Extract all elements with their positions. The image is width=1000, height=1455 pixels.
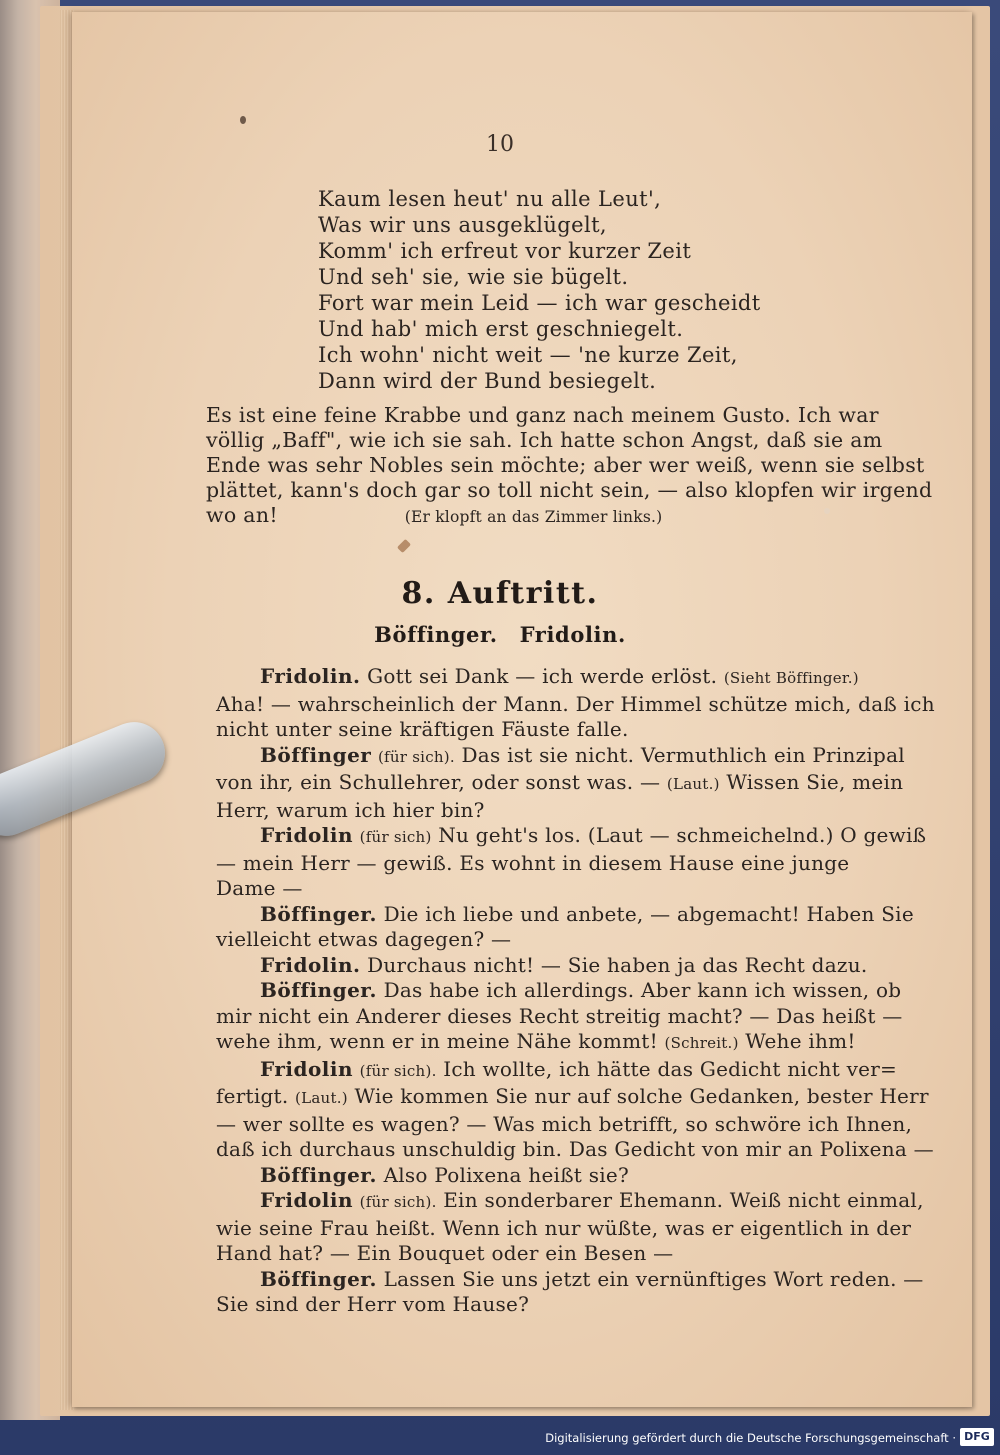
spoken-text: Herr, warum ich hier bin? xyxy=(216,797,485,822)
dialogue-line xyxy=(216,664,906,692)
character-name: Böffinger. xyxy=(374,622,498,647)
page-number: 10 xyxy=(486,132,514,157)
poem-line: Was wir uns ausgeklügelt, xyxy=(318,213,607,237)
speaker-name: Böffinger. xyxy=(260,1162,377,1187)
character-list xyxy=(0,622,1000,647)
prose-line: Ende was sehr Nobles sein möchte; aber wer weiß, wenn sie selbst xyxy=(206,453,925,477)
prose-last-line xyxy=(206,503,906,530)
dialogue-line xyxy=(216,876,906,902)
speaker-name: Böffinger. xyxy=(260,978,377,1002)
prose-line: völlig „Baff", wie ich sie sah. Ich hatte schon Angst, daß sie am xyxy=(206,428,883,452)
stage-direction: (Laut.) xyxy=(295,1089,348,1107)
dialogue-line xyxy=(216,1266,924,1293)
dialogue-line xyxy=(216,953,906,979)
funding-credit: Digitalisierung gefördert durch die Deutsche Forschungsgemeinschaft · xyxy=(545,1431,956,1445)
speaker-name: Böffinger. xyxy=(260,1266,377,1291)
stage-direction: (Schreit.) xyxy=(664,1034,739,1052)
dialogue-line xyxy=(216,1215,912,1242)
speaker-name: Böffinger. xyxy=(260,901,377,926)
stage-direction: (für sich). xyxy=(359,1193,437,1211)
dialogue-line xyxy=(216,978,906,1004)
dialogue-line xyxy=(216,1292,906,1318)
dialogue-line xyxy=(216,1029,906,1057)
monologue-paragraph xyxy=(206,403,933,530)
dialogue-line xyxy=(216,1137,934,1163)
poem-line: Und hab' mich erst geschniegelt. xyxy=(318,317,684,341)
spoken-text: Ich wollte, ich hätte das Gedicht nicht ver= xyxy=(443,1056,898,1081)
dialogue-line xyxy=(216,1188,924,1216)
speaker-name: Fridolin. xyxy=(260,664,361,688)
dialogue-line xyxy=(216,851,906,877)
ink-spot xyxy=(240,116,246,124)
prose-line: plättet, kann's doch gar so toll nicht sein, — also klopfen wir irgend xyxy=(206,478,933,502)
spoken-text: Hand hat? — Ein Bouquet oder ein Besen — xyxy=(216,1241,674,1265)
spoken-text: (Laut — schmeichelnd.) O gewiß xyxy=(587,823,927,847)
spoken-text: wehe ihm, wenn er in meine Nähe kommt! xyxy=(216,1029,658,1053)
spoken-text: nicht unter seine kräftigen Fäuste falle. xyxy=(216,717,629,741)
dialogue-line xyxy=(216,927,906,953)
spoken-text: — mein Herr — gewiß. Es wohnt in diesem Hause eine junge xyxy=(216,850,850,875)
stage-direction: (Laut.) xyxy=(666,775,720,793)
stage-direction: (für sich) xyxy=(359,828,432,846)
spoken-text: Also Polixena heißt sie? xyxy=(383,1162,629,1187)
dialogue-line xyxy=(216,1111,913,1138)
spoken-text: daß ich durchaus unschuldig bin. Das Gedicht von mir an Polixena — xyxy=(216,1137,934,1161)
spoken-text: Wehe ihm! xyxy=(745,1029,856,1053)
poem-line: Fort war mein Leid — ich war gescheidt xyxy=(318,291,761,315)
scene-heading: 8. Auftritt. xyxy=(401,576,599,611)
spoken-text: Ein sonderbarer Ehemann. Weiß nicht einmal, xyxy=(443,1188,924,1212)
poem-line: Ich wohn' nicht weit — 'ne kurze Zeit, xyxy=(318,343,738,367)
dialogue-line xyxy=(216,823,927,851)
spoken-text: Wissen Sie, mein xyxy=(726,770,904,794)
dialogue-line xyxy=(216,1241,906,1267)
poem-line: Kaum lesen heut' nu alle Leut', xyxy=(318,187,662,211)
poem-line: Und seh' sie, wie sie bügelt. xyxy=(318,265,629,289)
dialogue-line xyxy=(216,770,906,798)
stage-direction: (Sieht Böffinger.) xyxy=(723,669,859,687)
spoken-text: fertigt. xyxy=(216,1084,289,1108)
prose-line: Es ist eine feine Krabbe und ganz nach meinem Gusto. Ich war xyxy=(206,403,879,427)
spoken-text: Die ich liebe und anbete, — abgemacht! Haben Sie xyxy=(383,901,914,926)
dialogue-line xyxy=(216,1057,906,1085)
dialogue-line xyxy=(216,1004,906,1030)
speaker-name: Fridolin xyxy=(260,1188,354,1212)
spoken-text: Sie sind der Herr vom Hause? xyxy=(216,1292,530,1316)
spoken-text: Lassen Sie uns jetzt ein vernünftiges Wort reden. — xyxy=(383,1266,924,1291)
spoken-text: — wer sollte es wagen? — Was mich betrifft, so schwöre ich Ihnen, xyxy=(216,1111,913,1136)
poem-line: Dann wird der Bund besiegelt. xyxy=(318,369,657,393)
prose-line-end: wo an! xyxy=(206,503,278,527)
spoken-text: Wie kommen Sie nur auf solche Gedanken, bester Herr xyxy=(354,1084,929,1108)
spoken-text: mir nicht ein Anderer dieses Recht streitig macht? — Das heißt — xyxy=(216,1003,903,1028)
dialogue-line xyxy=(216,1163,906,1189)
spoken-text: Durchaus nicht! — Sie haben ja das Recht dazu. xyxy=(367,952,868,977)
dialogue-line xyxy=(216,798,906,824)
speaker-name: Fridolin. xyxy=(260,952,361,977)
spoken-text: Nu geht's los. xyxy=(438,823,582,847)
character-name: Fridolin. xyxy=(519,622,626,647)
speaker-name: Böffinger xyxy=(260,742,372,767)
dialogue-line xyxy=(216,1084,929,1112)
dialogue-line xyxy=(216,691,935,718)
poem-line: Komm' ich erfreut vor kurzer Zeit xyxy=(318,239,692,263)
speaker-name: Fridolin xyxy=(260,823,354,847)
dialogue-line xyxy=(216,717,906,743)
spoken-text: vielleicht etwas dagegen? — xyxy=(216,927,512,951)
stage-direction: (für sich). xyxy=(359,1061,437,1080)
spoken-text: Das habe ich allerdings. Aber kann ich wissen, ob xyxy=(383,978,902,1002)
dialogue-block xyxy=(216,664,935,1318)
dialogue-line xyxy=(216,901,914,928)
stage-direction: (Er klopft an das Zimmer links.) xyxy=(404,508,663,526)
dfg-logo: DFG xyxy=(960,1428,994,1446)
spoken-text: von ihr, ein Schullehrer, oder sonst was. — xyxy=(216,770,661,794)
speaker-name: Fridolin xyxy=(260,1056,354,1081)
dialogue-line xyxy=(216,743,906,771)
poem-stanza xyxy=(318,186,798,394)
spoken-text: Das ist sie nicht. Vermuthlich ein Prinzipal xyxy=(461,742,905,767)
spoken-text: Aha! — wahrscheinlich der Mann. Der Himmel schütze mich, daß ich xyxy=(216,691,935,716)
spoken-text: wie seine Frau heißt. Wenn ich nur wüßte, was er eigentlich in der xyxy=(216,1215,912,1240)
spoken-text: Gott sei Dank — ich werde erlöst. xyxy=(367,664,718,688)
stage-direction: (für sich). xyxy=(377,747,455,766)
spoken-text: Dame — xyxy=(216,876,303,900)
